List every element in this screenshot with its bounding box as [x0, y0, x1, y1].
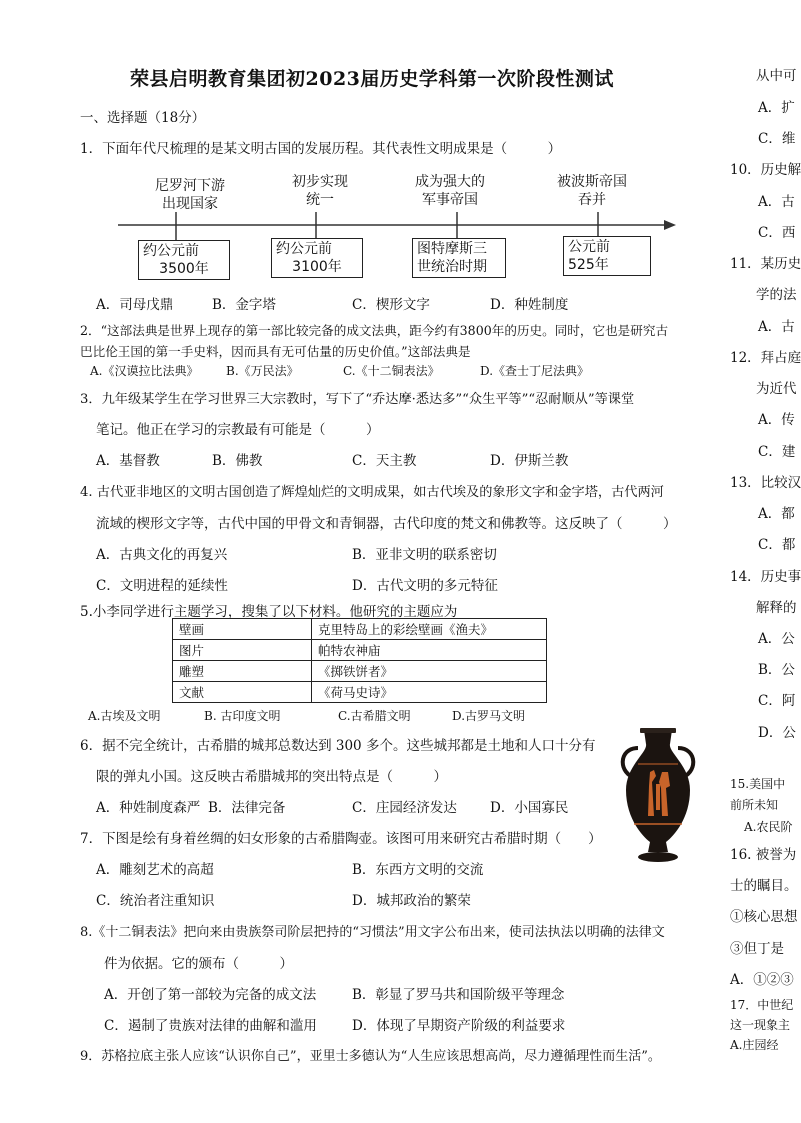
q6-option-d: D．小国寡民: [490, 800, 569, 816]
timeline-label-1: 尼罗河下游 出现国家: [155, 178, 225, 212]
right-col-line: 为近代: [756, 381, 797, 397]
table-cell: 帕特农神庙: [312, 640, 547, 661]
q1-option-d: D．种姓制度: [490, 297, 569, 313]
right-col-line: C．都: [758, 537, 796, 553]
q4-option-a: A．古典文化的再复兴: [96, 547, 228, 563]
table-cell: 《荷马史诗》: [312, 682, 547, 703]
q7-stem: 7．下图是绘有身着丝绸的妇女形象的古希腊陶壶。该图可用来研究古希腊时期（ ）: [80, 831, 602, 847]
q1-option-a: A．司母戊鼎: [96, 297, 174, 313]
right-col-line: A．古: [758, 319, 795, 335]
right-col-line: ③但丁是: [730, 941, 784, 957]
q1-option-b: B．金字塔: [212, 297, 276, 313]
q6-line1: 6．据不完全统计，古希腊的城邦总数达到 300 多个。这些城邦都是土地和人口十分有: [80, 738, 596, 754]
q1-stem: 1．下面年代尺梳理的是某文明古国的发展历程。其代表性文明成果是（ ）: [80, 141, 562, 157]
right-col-line: 解释的: [756, 600, 797, 616]
q5-material-table: [172, 618, 547, 703]
q3-option-c: C．天主教: [352, 453, 417, 469]
right-col-line: B．公: [758, 662, 795, 678]
right-col-line: 这一现象主: [730, 1018, 791, 1032]
page-title: 荣县启明教育集团初2023届历史学科第一次阶段性测试: [130, 68, 614, 90]
q7-option-d: D．城邦政治的繁荣: [352, 893, 471, 909]
q4-line2: 流域的楔形文字等，古代中国的甲骨文和青铜器，古代印度的梵文和佛教等。这反映了（ ）: [96, 516, 677, 532]
table-cell: 图片: [173, 640, 312, 661]
right-col-line: 12．拜占庭: [730, 350, 801, 366]
right-col-line: A．①②③: [730, 972, 794, 988]
right-col-line: 13．比较汉: [730, 475, 801, 491]
table-cell: 雕塑: [173, 661, 312, 682]
q6-option-b: B．法律完备: [208, 800, 286, 816]
right-col-line: A.农民阶: [744, 820, 793, 834]
q3-line2: 笔记。他正在学习的宗教最有可能是（ ）: [96, 422, 380, 438]
right-col-line: A．公: [758, 631, 795, 647]
table-cell: 克里特岛上的彩绘壁画《渔夫》: [312, 619, 547, 640]
q5-option-a: A.古埃及文明: [88, 709, 161, 723]
table-row: [173, 682, 547, 703]
vase-rim: [640, 728, 676, 733]
q1-option-c: C．楔形文字: [352, 297, 430, 313]
q5-option-b: B. 古印度文明: [204, 709, 281, 723]
timeline-date-4: 公元前 525年: [563, 236, 651, 276]
q7-option-a: A．雕刻艺术的高超: [96, 862, 214, 878]
q4-option-c: C．文明进程的延续性: [96, 578, 228, 594]
q6-line2: 限的弹丸小国。这反映古希腊城邦的突出特点是（ ）: [96, 769, 447, 785]
timeline-label-3: 成为强大的 军事帝国: [415, 174, 485, 208]
q4-line1: 4. 古代亚非地区的文明古国创造了辉煌灿烂的文明成果，如古代埃及的象形文字和金字塔，古代两河: [80, 485, 664, 500]
q5-option-d: D.古罗马文明: [452, 709, 526, 723]
right-col-line: A．都: [758, 506, 795, 522]
q2-option-a: A.《汉谟拉比法典》: [90, 364, 199, 378]
right-col-line: A．古: [758, 194, 795, 210]
timeline-arrow: [664, 220, 676, 230]
right-col-line: 14．历史事: [730, 569, 801, 585]
q8-option-a: A．开创了第一部较为完备的成文法: [104, 987, 317, 1003]
vase-foot: [638, 852, 678, 862]
table-row: [173, 661, 547, 682]
table-row: [173, 640, 547, 661]
q5-option-c: C.古希腊文明: [338, 709, 411, 723]
q4-option-d: D．古代文明的多元特征: [352, 578, 498, 594]
timeline-label-2: 初步实现 统一: [292, 174, 348, 208]
right-col-line: C．建: [758, 444, 796, 460]
q8-option-d: D．体现了早期资产阶级的利益要求: [352, 1018, 566, 1034]
table-cell: 文献: [173, 682, 312, 703]
q3-option-b: B．佛教: [212, 453, 263, 469]
q5-stem: 5.小李同学进行主题学习，搜集了以下材料。他研究的主题应为: [80, 604, 458, 620]
q2-option-c: C.《十二铜表法》: [343, 364, 440, 378]
right-col-line: 10．历史解: [730, 162, 801, 178]
right-col-line: 15.美国中: [730, 777, 786, 791]
right-col-line: 从中可: [756, 68, 797, 84]
timeline-date-2: 约公元前 3100年: [271, 238, 363, 278]
q7-option-c: C．统治者注重知识: [96, 893, 215, 909]
right-col-line: 士的瞩目。: [730, 878, 798, 894]
timeline-label-4: 被波斯帝国 吞并: [557, 174, 627, 208]
timeline-date-3: 图特摩斯三 世统治时期: [412, 238, 506, 278]
right-col-line: 学的法: [756, 287, 797, 303]
greek-vase-image: [612, 726, 704, 866]
table-cell: 《掷铁饼者》: [312, 661, 547, 682]
q3-option-d: D．伊斯兰教: [490, 453, 569, 469]
q8-line1: 8.《十二铜表法》把向来由贵族祭司阶层把持的“习惯法”用文字公布出来，使司法执法以明确的法律文: [80, 925, 665, 940]
table-cell: 壁画: [173, 619, 312, 640]
right-col-line: ①核心思想: [730, 909, 798, 925]
q6-option-c: C．庄园经济发达: [352, 800, 457, 816]
section-heading: 一、选择题（18分）: [80, 110, 206, 126]
table-row: [173, 619, 547, 640]
q8-option-c: C．遏制了贵族对法律的曲解和滥用: [104, 1018, 317, 1034]
right-col-line: C．维: [758, 131, 796, 147]
right-col-line: 16. 被誉为: [730, 847, 797, 863]
right-col-line: 前所未知: [730, 798, 779, 812]
q3-line1: 3．九年级某学生在学习世界三大宗教时，写下了“乔达摩·悉达多”“众生平等”“忍耐顺从”等课堂: [80, 392, 635, 407]
q7-option-b: B．东西方文明的交流: [352, 862, 484, 878]
q1-timeline: [0, 0, 794, 300]
q6-option-a: A．种姓制度森严: [96, 800, 201, 816]
q2-line1: 2．“这部法典是世界上现存的第一部比较完备的成文法典，距今约有3800年的历史。同时，它也是研究古: [80, 323, 669, 338]
q8-option-b: B．彰显了罗马共和国阶级平等理念: [352, 987, 565, 1003]
q2-option-d: D.《查士丁尼法典》: [480, 364, 590, 378]
right-col-line: A．扩: [758, 100, 795, 116]
q2-option-b: B.《万民法》: [226, 364, 299, 378]
q2-line2: 巴比伦王国的第一手史料，因而具有无可估量的历史价值。”这部法典是: [80, 344, 471, 359]
right-col-line: A.庄园经: [730, 1038, 779, 1052]
q3-option-a: A．基督教: [96, 453, 160, 469]
q4-option-b: B．亚非文明的联系密切: [352, 547, 497, 563]
right-col-line: 17．中世纪: [730, 998, 794, 1012]
right-col-line: C．西: [758, 225, 796, 241]
right-col-line: D．公: [758, 725, 796, 741]
right-col-line: A．传: [758, 412, 795, 428]
right-col-line: 11．某历史: [730, 256, 801, 272]
q8-line2: 件为依据。它的颁布（ ）: [104, 956, 293, 972]
q9-line1: 9．苏格拉底主张人应该“认识你自己”，亚里士多德认为“人生应该思想高尚，尽力遵循理性而生活”。: [80, 1049, 661, 1064]
right-col-line: C．阿: [758, 693, 796, 709]
timeline-date-1: 约公元前 3500年: [138, 240, 230, 280]
